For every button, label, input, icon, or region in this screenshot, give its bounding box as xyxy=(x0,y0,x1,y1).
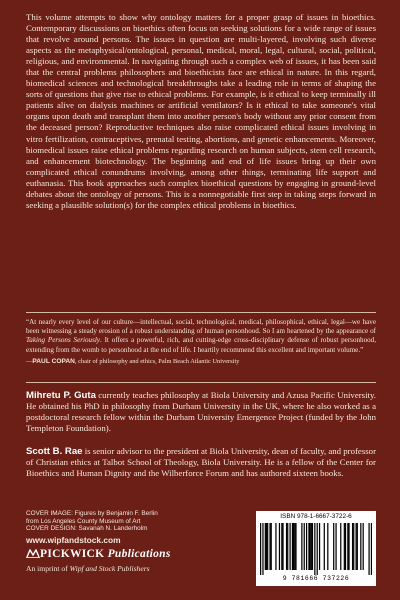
barcode-bar xyxy=(260,523,261,575)
endorsement xyxy=(26,318,376,366)
barcode-icon xyxy=(260,523,372,575)
author-bio-body: is senior advisor to the president at Biola University, dean of faculty, and professor of Christian ethics at Talbot School of Theology, Biola University. He is a fellow of the Center for Bioethics and Human Dignity and the Wilberforce Forum and has authored sixteen books. xyxy=(26,446,376,479)
credit-line: COVER IMAGE: Figures by Benjamin F. Berlin xyxy=(26,510,158,517)
quote-text-start: “At nearly every level of our culture—intellectual, social, technological, medical, philosophical, ethical, legal—we have been witnessing a steady erosion of a robust understanding of human personhood. So I am heartened by the appearance of xyxy=(26,318,376,336)
barcode-bar xyxy=(301,523,302,570)
barcode-bar xyxy=(371,523,372,575)
barcode-bar xyxy=(275,523,276,570)
imprint-prefix: An imprint of xyxy=(26,564,70,573)
barcode-number: 9 781666 737226 xyxy=(282,575,350,582)
barcode-bar xyxy=(363,523,364,570)
cover-credits xyxy=(26,510,246,533)
author-bio xyxy=(26,390,376,434)
barcode-bar xyxy=(345,523,346,570)
barcode-block xyxy=(256,511,376,586)
author-bio-body: currently teaches philosophy at Biola University and Azusa Pacific University. He obtained his PhD in philosophy from Durham University in the UK, where he also worked as a postdoctoral research fellow within the Durham University Emergence Project (funded by the John Templeton Foundation). xyxy=(26,390,376,434)
endorser-affiliation: , chair of philosophy and ethics, Palm Beach Atlantic University xyxy=(74,357,240,365)
barcode-bar xyxy=(294,523,295,570)
barcode-bar xyxy=(340,523,341,570)
barcode-bar xyxy=(347,523,348,570)
endorsement-quote xyxy=(26,318,376,355)
barcode-bar xyxy=(271,523,272,570)
author-bio xyxy=(26,446,376,479)
pickwick-logo-icon xyxy=(26,549,40,558)
barcode-bar xyxy=(289,523,290,570)
author-name: Mihretu P. Guta xyxy=(26,390,96,401)
barcode-bar xyxy=(368,523,369,575)
barcode-bar xyxy=(312,523,313,570)
barcode-bar xyxy=(355,523,356,570)
barcode-bar xyxy=(262,523,263,575)
publisher-imprint xyxy=(26,564,150,573)
barcode-bar xyxy=(310,523,311,570)
barcode-bar xyxy=(293,523,294,570)
barcode-bar xyxy=(344,523,345,570)
barcode-bar xyxy=(279,523,280,570)
barcode-bar xyxy=(324,523,325,570)
publisher-name-suffix: Publications xyxy=(104,548,171,560)
isbn-label: ISBN 978-1-6667-3722-6 xyxy=(280,513,352,520)
publisher-logo xyxy=(26,548,171,560)
barcode-bar xyxy=(308,523,309,570)
attribution-dash: — xyxy=(26,357,33,365)
endorser-name: PAUL COPAN xyxy=(32,357,75,365)
author-name: Scott B. Rae xyxy=(26,446,83,457)
barcode-bar xyxy=(333,523,334,570)
barcode-bar xyxy=(266,523,267,570)
publisher-name: PICKWICK xyxy=(40,548,105,560)
barcode-bar xyxy=(267,523,268,570)
barcode-bar xyxy=(295,523,296,570)
author-bio-text xyxy=(26,390,376,434)
endorsement-attribution xyxy=(26,357,376,366)
barcode-bar xyxy=(265,523,266,570)
barcode-bar xyxy=(314,523,315,575)
barcode-bar xyxy=(292,523,293,570)
barcode-bar xyxy=(353,523,354,570)
barcode-bar xyxy=(269,523,270,570)
barcode-bar xyxy=(319,523,320,570)
barcode-bar xyxy=(360,523,361,570)
author-bio-text xyxy=(26,446,376,479)
barcode-bar xyxy=(304,523,305,570)
quote-book-title: Taking Persons Seriously xyxy=(26,336,100,345)
description-paragraph: This volume attempts to show why ontology matters for a proper grasp of issues in bioethics. Contemporary discussions on bioethics often focus on seeking solutions for a wide range of issues that revolve around persons. The issues in question are multi-layered, involving such diverse aspects as the metaphysical/ontological, personal, medical, moral, legal, cultural, social, political, religious, and environmental. In navigating through such a complex web of issues, it has been said that the central problems philosophers and bioethicists face are ethical in nature. In this regard, biomedical sciences and technological breakthroughs take a leading role in terms of shaping the sorts of questions that give rise to ethical problems. For example, is it ethical to keep terminally ill patients alive on dialysis machines or artificial ventilators? Is it ethical to take someone's vital organs upon death and transplant them into another person's body without any prior consent from the deceased person? Reproductive techniques also raise complicated ethical issues involving in vitro fertilization, contraceptives, prenatal testing, abortions, and genetic enhancements. Moreover, biomedical issues raise ethical problems regarding research on human subjects, stem cell research, and enhancement biotechnology. The beginning and end of life issues bring up their own complicated ethical conundrums involving, among other things, terminating life support and euthanasia. This book approaches such complex bioethical questions by engaging in ground-level debates about the ontology of persons. This is a nonnegotiable first step in taking steps forward in seeking a plausible solution(s) for the complex ethical problems in bioethics. xyxy=(26,12,376,210)
barcode-bar xyxy=(335,523,336,570)
barcode-bar xyxy=(287,523,288,570)
barcode-bar xyxy=(348,523,349,570)
credit-line: COVER DESIGN: Savanah N. Landerholm xyxy=(26,525,148,533)
barcode-bar xyxy=(286,523,287,570)
barcode-bar xyxy=(281,523,282,570)
book-description xyxy=(26,12,376,211)
barcode-bar xyxy=(352,523,353,570)
barcode-bar xyxy=(357,523,358,570)
quote-text-end: . It offers a powerful, rich, and cutting-edge cross-disciplinary defense of robust personhood, extending from the womb to personhood at the end of life. I heartily recommend this excellent and important volume.” xyxy=(26,336,376,354)
barcode-bar xyxy=(311,523,312,570)
credit-line: from Los Angeles County Museum of Art xyxy=(26,517,141,525)
divider-rule xyxy=(26,382,376,383)
divider-rule xyxy=(26,312,376,313)
publisher-website[interactable]: www.wipfandstock.com xyxy=(26,535,121,545)
imprint-parent: Wipf and Stock Publishers xyxy=(69,564,150,573)
barcode-bar xyxy=(317,523,318,575)
barcode-bar xyxy=(306,523,307,570)
barcode-bar xyxy=(327,523,328,570)
barcode-bar xyxy=(282,523,283,570)
